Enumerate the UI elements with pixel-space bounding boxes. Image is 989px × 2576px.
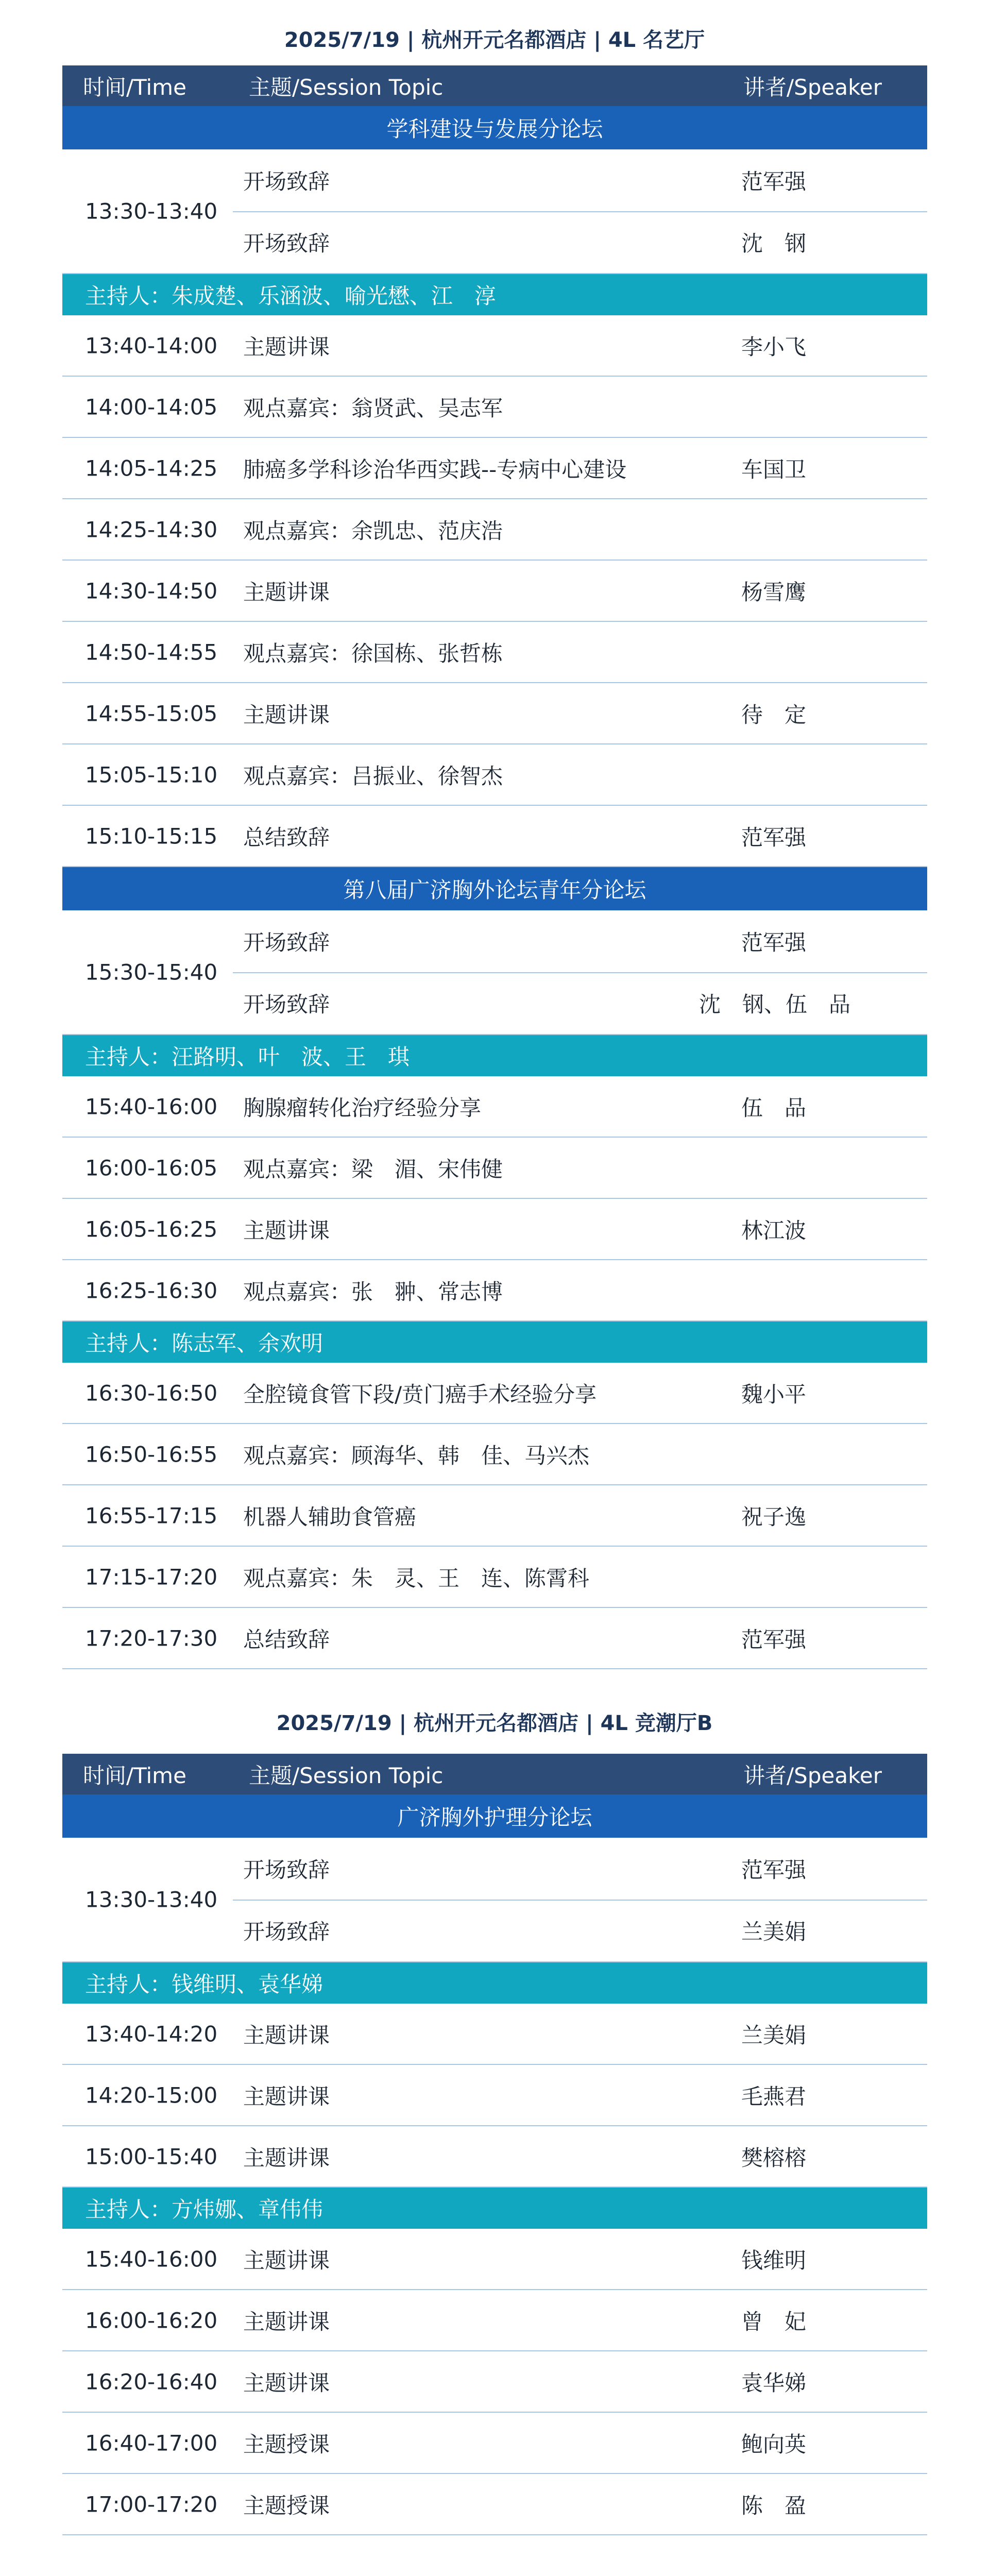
- session-speaker: 范军强: [741, 1626, 806, 1652]
- header-speaker: 讲者/Speaker: [743, 74, 882, 100]
- session-time: 15:05-15:10: [85, 762, 218, 787]
- session-topic: 观点嘉宾：翁贤武、吴志军: [243, 395, 503, 421]
- opening-group: [62, 149, 927, 274]
- session-topic: 观点嘉宾：徐国栋、张哲栋: [243, 640, 503, 666]
- session-topic: 开场致辞: [243, 231, 330, 256]
- session-speaker: 袁华娣: [741, 2370, 806, 2396]
- session-topic: 开场致辞: [243, 1857, 330, 1883]
- session-topic: 主题讲课: [243, 702, 330, 727]
- session-time: 16:20-16:40: [85, 2369, 218, 2394]
- session-topic: 开场致辞: [243, 930, 330, 955]
- header-time: 时间/Time: [83, 74, 186, 100]
- session-speaker: 魏小平: [741, 1381, 806, 1407]
- header-topic: 主题/Session Topic: [249, 74, 444, 100]
- session-row: [62, 315, 927, 377]
- session-time: 14:50-14:55: [85, 639, 218, 665]
- session-time: 16:30-16:50: [85, 1380, 218, 1405]
- session-topic: 主题讲课: [243, 2309, 330, 2334]
- session-time: 15:40-16:00: [85, 1094, 218, 1119]
- session-speaker: 范军强: [741, 930, 806, 955]
- session-speaker: 林江波: [741, 1217, 806, 1243]
- session-time: 14:30-14:50: [85, 578, 218, 603]
- session-row: [62, 2351, 927, 2413]
- session-topic: 主题讲课: [243, 2145, 330, 2171]
- session-list: [62, 1076, 927, 1321]
- opening-group: [62, 1838, 927, 1962]
- session-topic: 观点嘉宾：顾海华、韩 佳、马兴杰: [243, 1443, 590, 1468]
- session-list: [62, 1363, 927, 1669]
- session-row: [62, 377, 927, 438]
- opening-group: [62, 910, 927, 1035]
- session-row: [62, 2004, 927, 2065]
- session-topic: 主题讲课: [243, 334, 330, 360]
- session-list: [62, 315, 927, 867]
- session-row: [62, 561, 927, 622]
- session-row: [62, 1485, 927, 1547]
- host-bar: 主持人：朱成楚、乐涵波、喻光懋、江 淳: [62, 274, 927, 315]
- session-topic: 观点嘉宾：张 翀、常志博: [243, 1279, 503, 1304]
- session-time: 17:15-17:20: [85, 1564, 218, 1589]
- session-time: 15:10-15:15: [85, 823, 218, 849]
- session-time: 15:00-15:40: [85, 2144, 218, 2169]
- session-speaker: 兰美娟: [741, 2022, 806, 2048]
- sub-row: [233, 211, 927, 273]
- session-topic: 主题授课: [243, 2431, 330, 2457]
- session-topic: 主题讲课: [243, 2247, 330, 2273]
- session-row: [62, 1363, 927, 1424]
- session-topic: 全腔镜食管下段/贲门癌手术经验分享: [243, 1381, 597, 1407]
- session-row: [62, 1547, 927, 1608]
- session-speaker: 范军强: [741, 824, 806, 850]
- session-speaker: 毛燕君: [741, 2083, 806, 2109]
- sub-row: [233, 1900, 927, 1961]
- host-bar: 主持人：汪路明、叶 波、王 琪: [62, 1035, 927, 1076]
- session-row: [62, 622, 927, 683]
- session-row: [62, 499, 927, 561]
- session-speaker: 范军强: [741, 169, 806, 194]
- session-topic: 机器人辅助食管癌: [243, 1504, 417, 1530]
- sub-row: [233, 149, 927, 212]
- header-time: 时间/Time: [83, 1762, 186, 1788]
- venue-title: 2025/7/19 | 杭州开元名都酒店 | 4L 名艺厅: [284, 28, 705, 52]
- sub-row: [233, 910, 927, 973]
- session-time: 17:20-17:30: [85, 1625, 218, 1651]
- session-speaker: 鲍向英: [741, 2431, 806, 2457]
- session-topic: 胸腺瘤转化治疗经验分享: [243, 1095, 482, 1121]
- schedule-table: [62, 65, 927, 1669]
- session-speaker: 范军强: [741, 1857, 806, 1883]
- session-topic: 主题授课: [243, 2493, 330, 2518]
- host-bar: 主持人：钱维明、袁华娣: [62, 1962, 927, 2004]
- host-bar: 主持人：陈志军、余欢明: [62, 1321, 927, 1363]
- session-speaker: 樊榕榕: [741, 2145, 806, 2171]
- session-topic: 主题讲课: [243, 2083, 330, 2109]
- session-topic: 开场致辞: [243, 992, 330, 1017]
- session-topic: 主题讲课: [243, 579, 330, 605]
- session-time: 14:25-14:30: [85, 517, 218, 542]
- session-topic: 总结致辞: [243, 824, 330, 850]
- session-speaker: 伍 品: [741, 1095, 806, 1121]
- session-speaker: 沈 钢: [741, 231, 806, 256]
- session-time: 15:40-16:00: [85, 2246, 218, 2272]
- session-topic: 主题讲课: [243, 2370, 330, 2396]
- sub-row: [233, 1838, 927, 1901]
- sub-row: [233, 972, 927, 1034]
- header-topic: 主题/Session Topic: [249, 1762, 444, 1788]
- session-row: [62, 806, 927, 867]
- session-row: [62, 744, 927, 806]
- session-speaker: 陈 盈: [741, 2493, 806, 2518]
- session-topic: 开场致辞: [243, 1919, 330, 1944]
- session-speaker: 兰美娟: [741, 1919, 806, 1944]
- session-topic: 观点嘉宾：朱 灵、王 连、陈霄科: [243, 1565, 590, 1591]
- session-topic: 开场致辞: [243, 169, 330, 194]
- session-time: 16:00-16:05: [85, 1155, 218, 1180]
- session-speaker: 杨雪鹰: [741, 579, 806, 605]
- session-time: 14:55-15:05: [85, 701, 218, 726]
- session-time: 13:40-14:00: [85, 333, 218, 358]
- session-time: 15:30-15:40: [85, 959, 218, 985]
- session-row: [62, 2474, 927, 2535]
- forum-title: 广济胸外护理分论坛: [62, 1794, 927, 1838]
- session-row: [62, 2126, 927, 2188]
- session-time: 16:55-17:15: [85, 1503, 218, 1528]
- session-time: 16:40-17:00: [85, 2430, 218, 2455]
- session-speaker: 李小飞: [741, 334, 806, 360]
- session-speaker: 车国卫: [741, 456, 806, 482]
- venue-title: 2025/7/19 | 杭州开元名都酒店 | 4L 竞潮厅B: [276, 1711, 713, 1735]
- session-list: [62, 2004, 927, 2188]
- session-row: [62, 438, 927, 499]
- session-time: 16:50-16:55: [85, 1442, 218, 1467]
- forum-title: 学科建设与发展分论坛: [62, 106, 927, 149]
- session-time: 13:40-14:20: [85, 2021, 218, 2046]
- session-list: [62, 2229, 927, 2535]
- session-time: 14:05-14:25: [85, 455, 218, 481]
- session-time: 14:00-14:05: [85, 394, 218, 419]
- session-speaker: 钱维明: [741, 2247, 806, 2273]
- session-time: 13:30-13:40: [85, 198, 218, 224]
- session-row: [62, 1138, 927, 1199]
- session-time: 17:00-17:20: [85, 2492, 218, 2517]
- session-time: 16:05-16:25: [85, 1216, 218, 1242]
- session-row: [62, 2229, 927, 2290]
- header-speaker: 讲者/Speaker: [743, 1762, 882, 1788]
- session-row: [62, 2065, 927, 2126]
- session-row: [62, 2290, 927, 2351]
- table-header: [62, 1754, 927, 1794]
- session-topic: 肺癌多学科诊治华西实践--专病中心建设: [243, 456, 627, 482]
- session-time: 14:20-15:00: [85, 2082, 218, 2108]
- session-speaker: 待 定: [741, 702, 806, 727]
- session-time: 16:00-16:20: [85, 2308, 218, 2333]
- table-header: [62, 65, 927, 106]
- session-topic: 总结致辞: [243, 1626, 330, 1652]
- session-row: [62, 1608, 927, 1669]
- session-topic: 观点嘉宾：余凯忠、范庆浩: [243, 518, 503, 544]
- forum-title: 第八届广济胸外论坛青年分论坛: [62, 867, 927, 910]
- session-speaker: 祝子逸: [741, 1504, 806, 1530]
- session-topic: 主题讲课: [243, 2022, 330, 2048]
- session-topic: 观点嘉宾：吕振业、徐智杰: [243, 763, 503, 789]
- session-row: [62, 1424, 927, 1485]
- host-bar: 主持人：方炜娜、章伟伟: [62, 2188, 927, 2229]
- session-row: [62, 1076, 927, 1138]
- session-speaker: 曾 妃: [741, 2309, 806, 2334]
- schedule-table: [62, 1754, 927, 2535]
- session-speaker: 沈 钢、伍 品: [699, 992, 851, 1017]
- session-time: 13:30-13:40: [85, 1887, 218, 1912]
- session-row: [62, 2413, 927, 2474]
- session-row: [62, 1199, 927, 1260]
- session-row: [62, 683, 927, 744]
- session-topic: 观点嘉宾：梁 湄、宋伟健: [243, 1156, 503, 1182]
- session-time: 16:25-16:30: [85, 1278, 218, 1303]
- session-topic: 主题讲课: [243, 1217, 330, 1243]
- session-row: [62, 1260, 927, 1321]
